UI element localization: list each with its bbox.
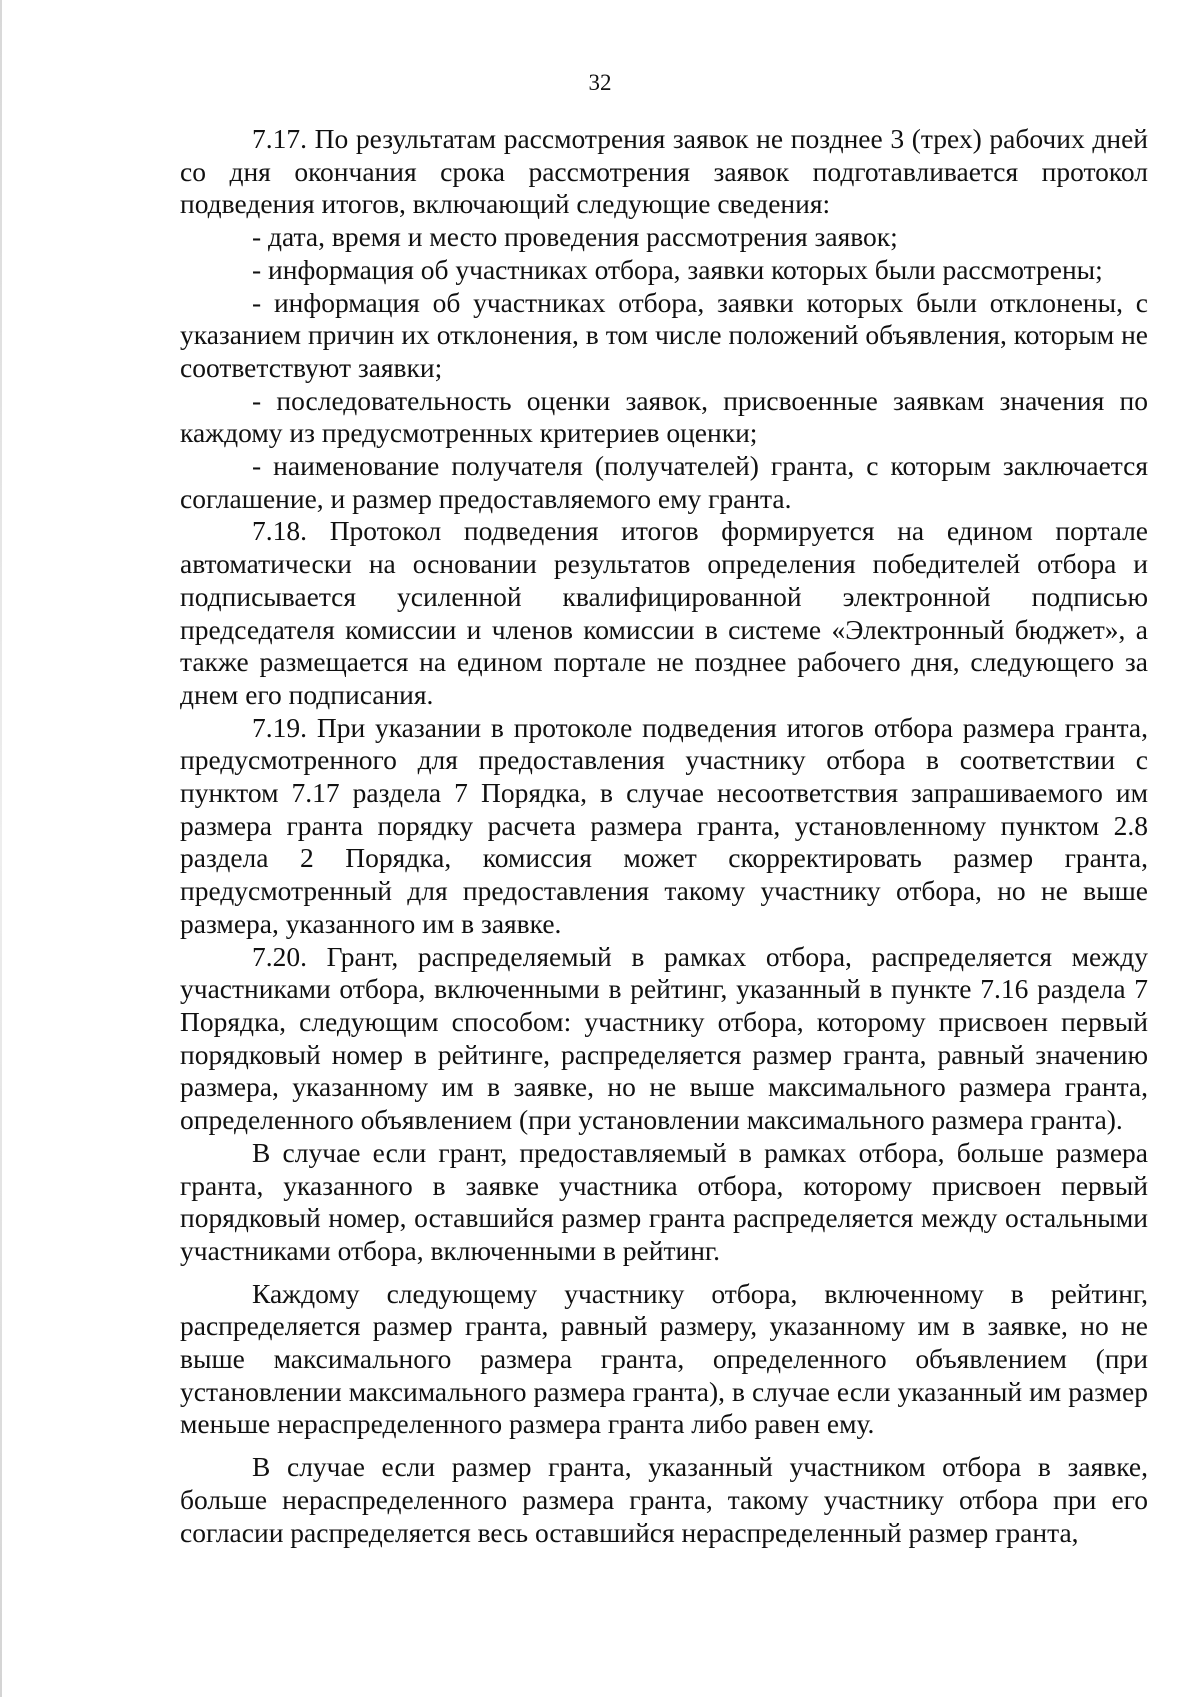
list-item-date: - дата, время и место проведения рассмотрения заявок; <box>252 221 898 253</box>
list-item-rejected: - информация об участниках отбора, заявки которых были отклонены, с указанием причин их отклонения, в том числе положений объявления, которым не соответствуют заявки; <box>180 286 1148 383</box>
paragraph-7-20: 7.20. Грант, распределяемый в рамках отбора, распределяется между участниками отбора, включенными в рейтинг, указанный в пункте 7.16 раздела 7 Порядка, следующим способом: участнику отбора, которому присвоен первый порядковый номер в рейтинге, распределяется размер гранта, равный значению размера, указанному им в заявке, но не выше максимального размера гранта, определенного объявлением (при установлении максимального размера гранта). <box>180 940 1148 1136</box>
list-item-reviewed: - информация об участниках отбора, заявки которых были рассмотрены; <box>252 253 1103 285</box>
list-item-recipient: - наименование получателя (получателей) гранта, с которым заключается соглашение, и размер предоставляемого ему гранта. <box>180 450 1148 514</box>
scan-edge <box>0 0 2 1697</box>
paragraph-7-18: 7.18. Протокол подведения итогов формируется на едином портале автоматически на основании результатов определения победителей отбора и подписывается усиленной квалифицированной электронной подписью председателя комиссии и членов комиссии в системе «Электронный бюджет», а также размещается на едином портале не позднее рабочего дня, следующего за днем его подписания. <box>180 515 1148 710</box>
paragraph-grant-exceeds: В случае если размер гранта, указанный участником отбора в заявке, больше нераспределенного размера гранта, такому участнику отбора при его согласии распределяется весь оставшийся нераспределенный размер гранта, <box>180 1451 1148 1548</box>
paragraph-each-next-participant: Каждому следующему участнику отбора, включенному в рейтинг, распределяется размер гранта, равный размеру, указанному им в заявке, но не выше максимального размера гранта, определенного объявлением (при установлении максимального размера гранта), в случае если указанный им размер меньше нераспределенного размера гранта либо равен ему. <box>180 1277 1148 1440</box>
paragraph-remaining-grant: В случае если грант, предоставляемый в рамках отбора, больше размера гранта, указанного в заявке участника отбора, которому присвоен первый порядковый номер, оставшийся размер гранта распределяется между остальными участниками отбора, включенными в рейтинг. <box>180 1136 1148 1266</box>
document-body <box>180 123 1148 1549</box>
paragraph-7-17: 7.17. По результатам рассмотрения заявок не позднее 3 (трех) рабочих дней со дня окончания срока рассмотрения заявок подготавливается протокол подведения итогов, включающий следующие сведения: <box>180 123 1148 220</box>
page-number: 32 <box>588 70 612 95</box>
paragraph-7-19: 7.19. При указании в протоколе подведения итогов отбора размера гранта, предусмотренного для предоставления участнику отбора в соответствии с пунктом 7.17 раздела 7 Порядка, в случае несоответствия запрашиваемого им размера гранта порядку расчета размера гранта, установленному пунктом 2.8 раздела 2 Порядка, комиссия может скорректировать размер гранта, предусмотренный для предоставления такому участнику отбора, но не выше размера, указанного им в заявке. <box>180 711 1148 939</box>
list-item-evaluation: - последовательность оценки заявок, присвоенные заявкам значения по каждому из предусмотренных критериев оценки; <box>180 384 1148 449</box>
